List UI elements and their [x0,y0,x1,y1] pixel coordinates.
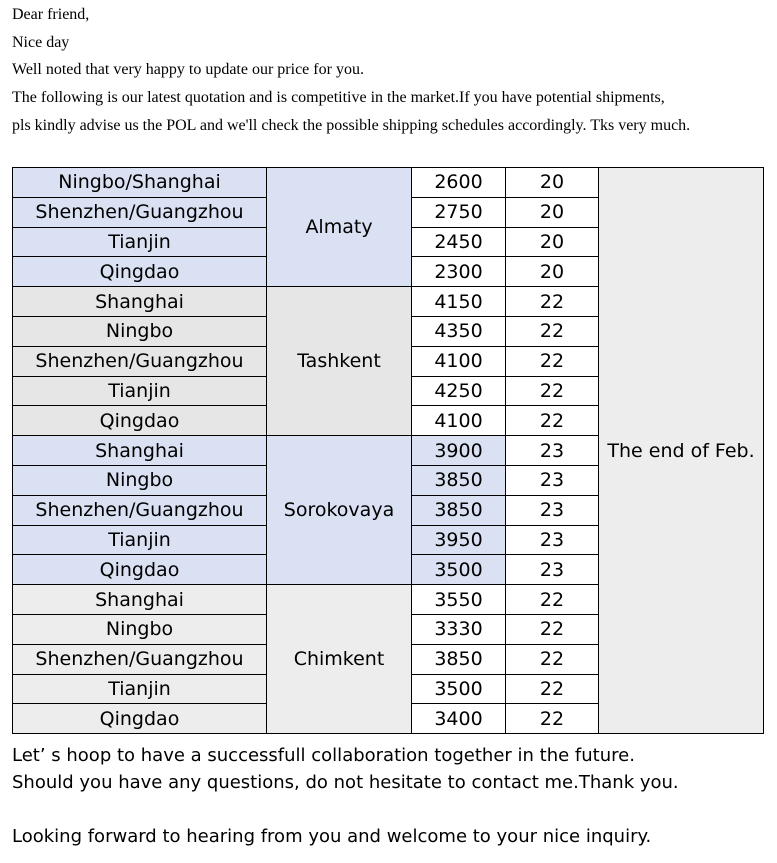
destination-cell: Almaty [267,168,412,287]
email-intro [12,3,772,141]
pol-cell: Shanghai [13,436,267,466]
transit-cell: 20 [506,257,599,287]
transit-cell: 22 [506,316,599,346]
intro-line: Well noted that very happy to update our price for you. [12,61,364,79]
destination-cell: Sorokovaya [267,436,412,585]
pol-cell: Qingdao [13,704,267,734]
price-cell: 3550 [412,585,506,615]
greeting-line: Nice day [12,33,70,51]
transit-cell: 20 [506,168,599,198]
quotation-line: The following is our latest quotation and is competitive in the market.If you have potential shipments, [12,89,665,107]
validity-cell: The end of Feb. [599,168,764,734]
pol-cell: Shenzhen/Guangzhou [13,197,267,227]
transit-cell: 22 [506,704,599,734]
price-cell: 3400 [412,704,506,734]
pol-cell: Tianjin [13,525,267,555]
price-cell: 2750 [412,197,506,227]
transit-cell: 22 [506,644,599,674]
destination-cell: Tashkent [267,287,412,436]
pol-cell: Shenzhen/Guangzhou [13,495,267,525]
table-row [13,168,764,198]
rate-table [12,167,764,734]
transit-cell: 23 [506,555,599,585]
salutation: Dear friend, [12,6,90,23]
transit-cell: 22 [506,287,599,317]
transit-cell: 22 [506,376,599,406]
pol-cell: Tianjin [13,674,267,704]
price-cell: 3500 [412,555,506,585]
price-cell: 4100 [412,346,506,376]
pol-cell: Qingdao [13,257,267,287]
transit-cell: 22 [506,585,599,615]
price-cell: 4350 [412,316,506,346]
email-closing [12,742,772,850]
price-cell: 4100 [412,406,506,436]
pol-cell: Ningbo [13,614,267,644]
pol-cell: Ningbo [13,465,267,495]
transit-cell: 23 [506,525,599,555]
destination-cell: Chimkent [267,585,412,734]
price-cell: 3900 [412,436,506,466]
pol-cell: Ningbo [13,316,267,346]
price-cell: 2450 [412,227,506,257]
price-cell: 4150 [412,287,506,317]
price-cell: 3950 [412,525,506,555]
transit-cell: 20 [506,227,599,257]
price-cell: 3500 [412,674,506,704]
price-cell: 2600 [412,168,506,198]
transit-cell: 23 [506,436,599,466]
pol-cell: Qingdao [13,406,267,436]
price-cell: 2300 [412,257,506,287]
pol-cell: Shanghai [13,287,267,317]
price-cell: 3850 [412,644,506,674]
pol-cell: Tianjin [13,376,267,406]
pol-request-line: pls kindly advise us the POL and we'll check the possible shipping schedules accordingly. Tks very much. [12,116,691,134]
spacer [12,796,772,823]
price-cell: 4250 [412,376,506,406]
transit-cell: 23 [506,495,599,525]
pol-cell: Ningbo/Shanghai [13,168,267,198]
transit-cell: 23 [506,465,599,495]
closing-line: Looking forward to hearing from you and welcome to your nice inquiry. [12,826,652,847]
pol-cell: Qingdao [13,555,267,585]
closing-line: Let’ s hoop to have a successfull collaboration together in the future. [12,745,635,766]
price-cell: 3330 [412,614,506,644]
transit-cell: 22 [506,406,599,436]
transit-cell: 22 [506,674,599,704]
transit-cell: 20 [506,197,599,227]
closing-line: Should you have any questions, do not hesitate to contact me.Thank you. [12,772,679,793]
pol-cell: Tianjin [13,227,267,257]
pol-cell: Shanghai [13,585,267,615]
transit-cell: 22 [506,614,599,644]
price-cell: 3850 [412,465,506,495]
pol-cell: Shenzhen/Guangzhou [13,346,267,376]
pol-cell: Shenzhen/Guangzhou [13,644,267,674]
transit-cell: 22 [506,346,599,376]
price-cell: 3850 [412,495,506,525]
